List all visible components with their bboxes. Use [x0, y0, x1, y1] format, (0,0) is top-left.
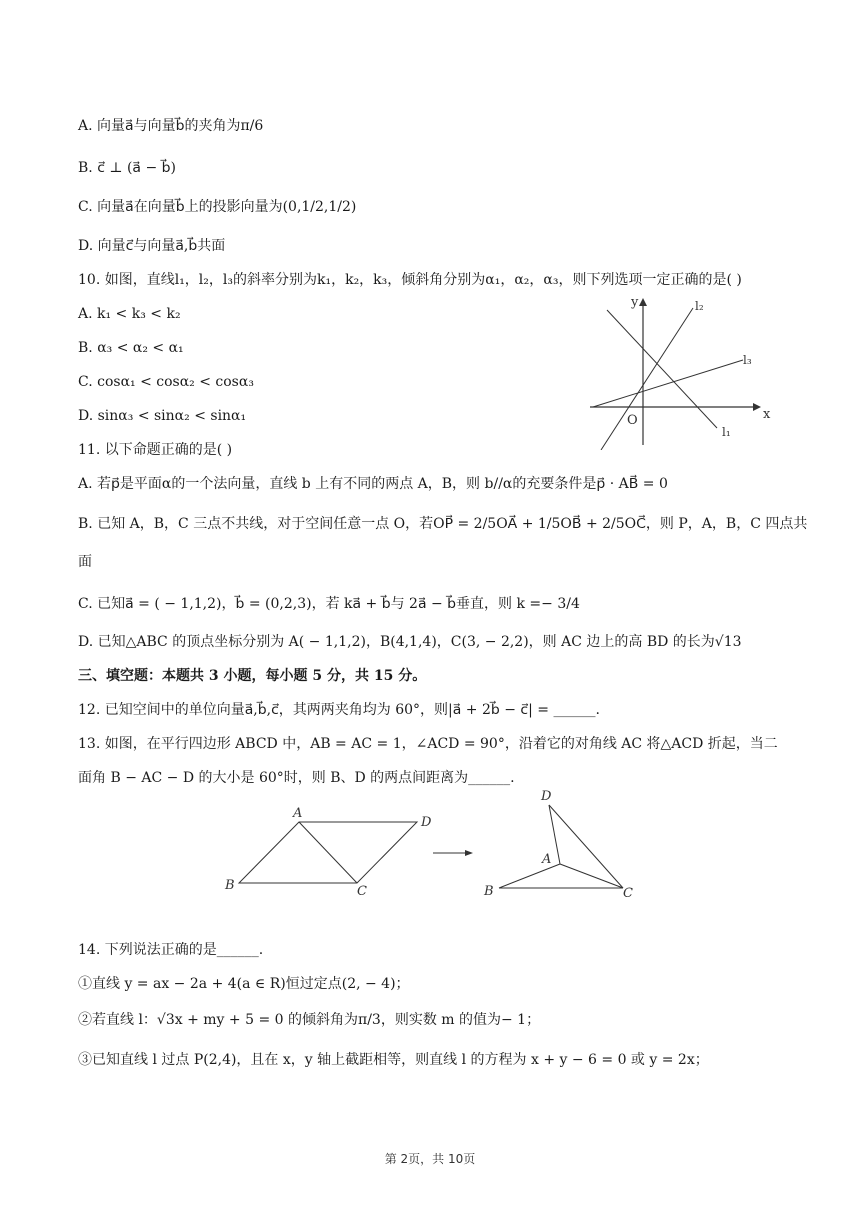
x-axis-arrow — [753, 403, 761, 411]
option-9a: A. 向量a⃗与向量b⃗的夹角为π/6 — [78, 118, 264, 134]
label-c2: C — [623, 886, 633, 901]
y-label: y — [631, 295, 639, 310]
edge-d-c — [549, 805, 623, 888]
diagonal-ac — [299, 822, 357, 883]
page-footer: 第 2页，共 10页 — [384, 1152, 476, 1166]
option-10b: B. α₃ < α₂ < α₁ — [78, 340, 184, 356]
statement-14-3: ③已知直线 l 过点 P(2,4)，且在 x，y 轴上截距相等，则直线 l 的方程为 x + y − 6 = 0 或 y = 2x； — [78, 1052, 709, 1068]
edge-b-a — [499, 864, 560, 888]
statement-14-2: ②若直线 l：√3x + my + 5 = 0 的倾斜角为π/3，则实数 m 的值为− 1； — [78, 1012, 541, 1028]
label-d2: D — [541, 789, 552, 804]
option-11b: B. 已知 A，B，C 三点不共线，对于空间任意一点 O，若OP⃗ = 2/5OA⃗ + 1/5OB⃗ + 2/5OC⃗，则 P，A，B，C 四点共 — [78, 516, 808, 532]
line-l3 — [593, 360, 743, 407]
line-l2 — [601, 308, 693, 450]
option-10d: D. sinα₃ < sinα₂ < sinα₁ — [78, 408, 247, 424]
option-11a: A. 若p⃗是平面α的一个法向量，直线 b 上有不同的两点 A，B，则 b//α的充要条件是p⃗ · AB⃗ = 0 — [78, 476, 668, 492]
question-11: 11. 以下命题正确的是( ) — [78, 442, 233, 458]
l3-label: l₃ — [743, 353, 752, 367]
y-axis-arrow — [639, 298, 647, 306]
option-10c: C. cosα₁ < cosα₂ < cosα₃ — [78, 374, 254, 390]
label-a2: A — [542, 852, 552, 867]
option-9d: D. 向量c⃗与向量a⃗,b⃗共面 — [78, 238, 226, 254]
figure-slope-lines — [585, 290, 785, 450]
question-13-cont: 面角 B − AC − D 的大小是 60°时，则 B、D 的两点间距离为______. — [78, 770, 515, 786]
x-label: x — [763, 407, 771, 422]
label-c: C — [357, 884, 367, 899]
origin-label: O — [627, 413, 638, 428]
question-10: 10. 如图，直线l₁，l₂，l₃的斜率分别为k₁，k₂，k₃，倾斜角分别为α₁，α₂，α₃，则下列选项一定正确的是( ) — [78, 272, 742, 288]
label-a: A — [293, 806, 303, 821]
option-11b-cont: 面 — [78, 554, 92, 570]
option-10a: A. k₁ < k₃ < k₂ — [78, 306, 181, 322]
statement-14-1: ①直线 y = ax − 2a + 4(a ∈ R)恒过定点(2, − 4)； — [78, 976, 410, 992]
option-9c: C. 向量a⃗在向量b⃗上的投影向量为(0,1/2,1/2) — [78, 199, 357, 215]
option-9b: B. c⃗ ⊥ (a⃗ − b⃗) — [78, 160, 176, 176]
label-b: B — [225, 878, 235, 893]
section-3-heading: 三、填空题：本题共 3 小题，每小题 5 分，共 15 分。 — [78, 668, 427, 684]
question-14: 14. 下列说法正确的是______. — [78, 942, 264, 958]
figure-fold — [215, 785, 645, 905]
line-l1 — [607, 310, 717, 428]
fold-arrow-head — [465, 850, 473, 856]
option-11d: D. 已知△ABC 的顶点坐标分别为 A( − 1,1,2)，B(4,1,4)，C(3, − 2,2)，则 AC 边上的高 BD 的长为√13 — [78, 634, 742, 650]
question-12: 12. 已知空间中的单位向量a⃗,b⃗,c⃗，其两两夹角均为 60°，则|a⃗ + 2b⃗ − c⃗| = ______. — [78, 702, 600, 718]
l2-label: l₂ — [695, 299, 704, 313]
option-11c: C. 已知a⃗ = ( − 1,1,2)，b⃗ = (0,2,3)，若 ka⃗ + b⃗与 2a⃗ − b⃗垂直，则 k =− 3/4 — [78, 596, 580, 612]
question-13: 13. 如图，在平行四边形 ABCD 中，AB = AC = 1，∠ACD = 90°，沿着它的对角线 AC 将△ACD 折起，当二 — [78, 736, 778, 752]
label-b2: B — [484, 884, 494, 899]
l1-label: l₁ — [722, 425, 731, 439]
edge-a-c — [560, 864, 623, 888]
label-d: D — [421, 815, 432, 830]
